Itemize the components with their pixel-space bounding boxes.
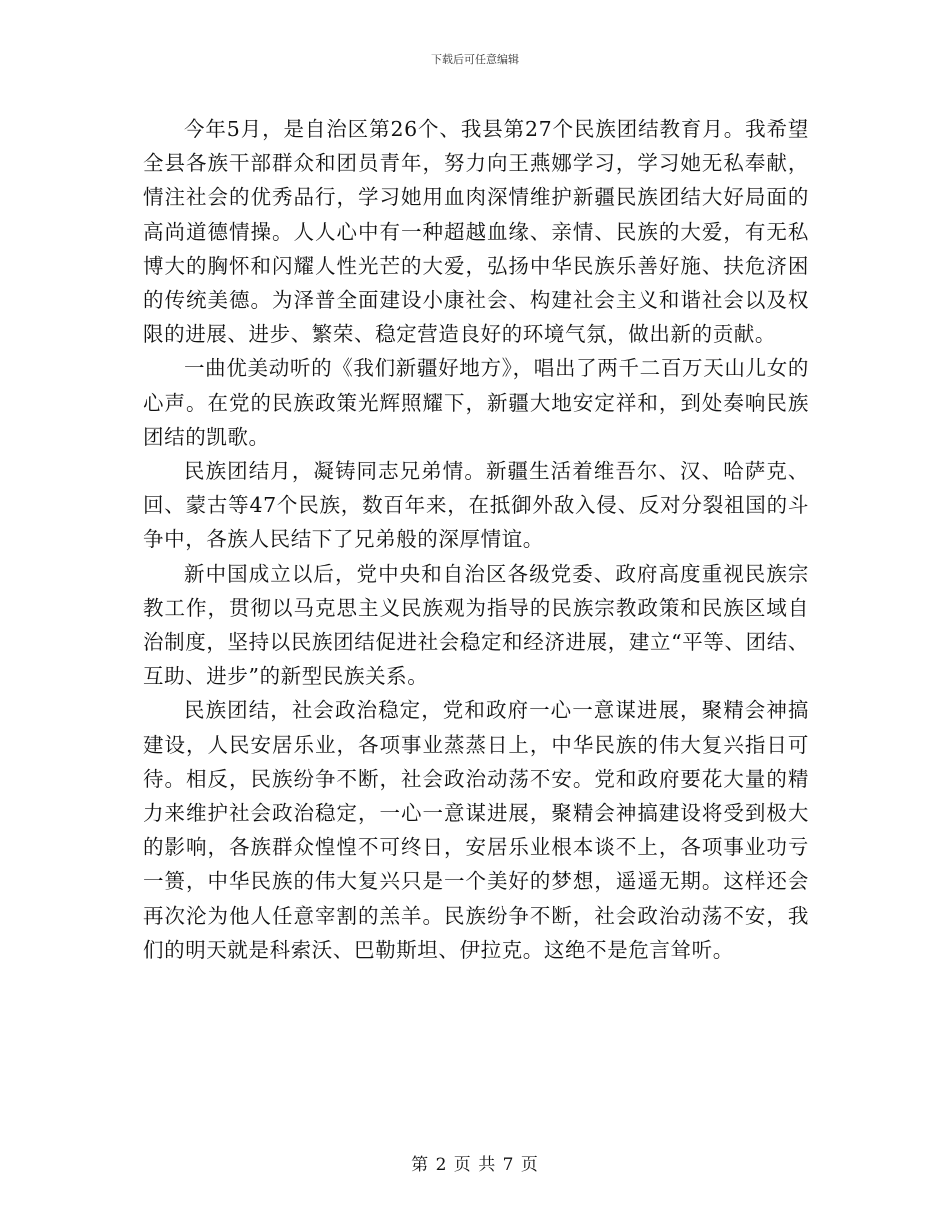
document-body [143, 112, 809, 967]
paragraph-2: 一曲优美动听的《我们新疆好地方》，唱出了两千二百万天山儿女的心声。在党的民族政策光辉照耀下，新疆大地安定祥和，到处奏响民族团结的凯歌。 [143, 356, 809, 449]
paragraph-4: 新中国成立以后，党中央和自治区各级党委、政府高度重视民族宗教工作，贯彻以马克思主义民族观为指导的民族宗教政策和民族区域自治制度，坚持以民族团结促进社会稳定和经济进展，建立“平等、团结、互助、进步”的新型民族关系。 [143, 561, 809, 689]
page-footer: 第 2 页 共 7 页 [411, 1155, 539, 1175]
paragraph-1: 今年5月，是自治区第26个、我县第27个民族团结教育月。我希望全县各族干部群众和团员青年，努力向王燕娜学习，学习她无私奉献，情注社会的优秀品行，学习她用血肉深情维护新疆民族团结大好局面的高尚道德情操。人人心中有一种超越血缘、亲情、民族的大爱，有无私博大的胸怀和闪耀人性光芒的大爱，弘扬中华民族乐善好施、扶危济困的传统美德。为泽普全面建设小康社会、构建社会主义和谐社会以及权限的进展、进步、繁荣、稳定营造良好的环境气氛，做出新的贡献。 [143, 117, 809, 347]
page-header: 下载后可任意编辑 [431, 53, 519, 66]
paragraph-3: 民族团结月，凝铸同志兄弟情。新疆生活着维吾尔、汉、哈萨克、回、蒙古等47个民族，数百年来，在抵御外敌入侵、反对分裂祖国的斗争中，各族人民结下了兄弟般的深厚情谊。 [143, 459, 809, 552]
paragraph-5: 民族团结，社会政治稳定，党和政府一心一意谋进展，聚精会神搞建设，人民安居乐业，各项事业蒸蒸日上，中华民族的伟大复兴指日可待。相反，民族纷争不断，社会政治动荡不安。党和政府要花大量的精力来维护社会政治稳定，一心一意谋进展，聚精会神搞建设将受到极大的影响，各族群众惶惶不可终日，安居乐业根本谈不上，各项事业功亏一篑，中华民族的伟大复兴只是一个美好的梦想，遥遥无期。这样还会再次沦为他人任意宰割的羔羊。民族纷争不断，社会政治动荡不安，我们的明天就是科索沃、巴勒斯坦、伊拉克。这绝不是危言耸听。 [143, 698, 809, 962]
